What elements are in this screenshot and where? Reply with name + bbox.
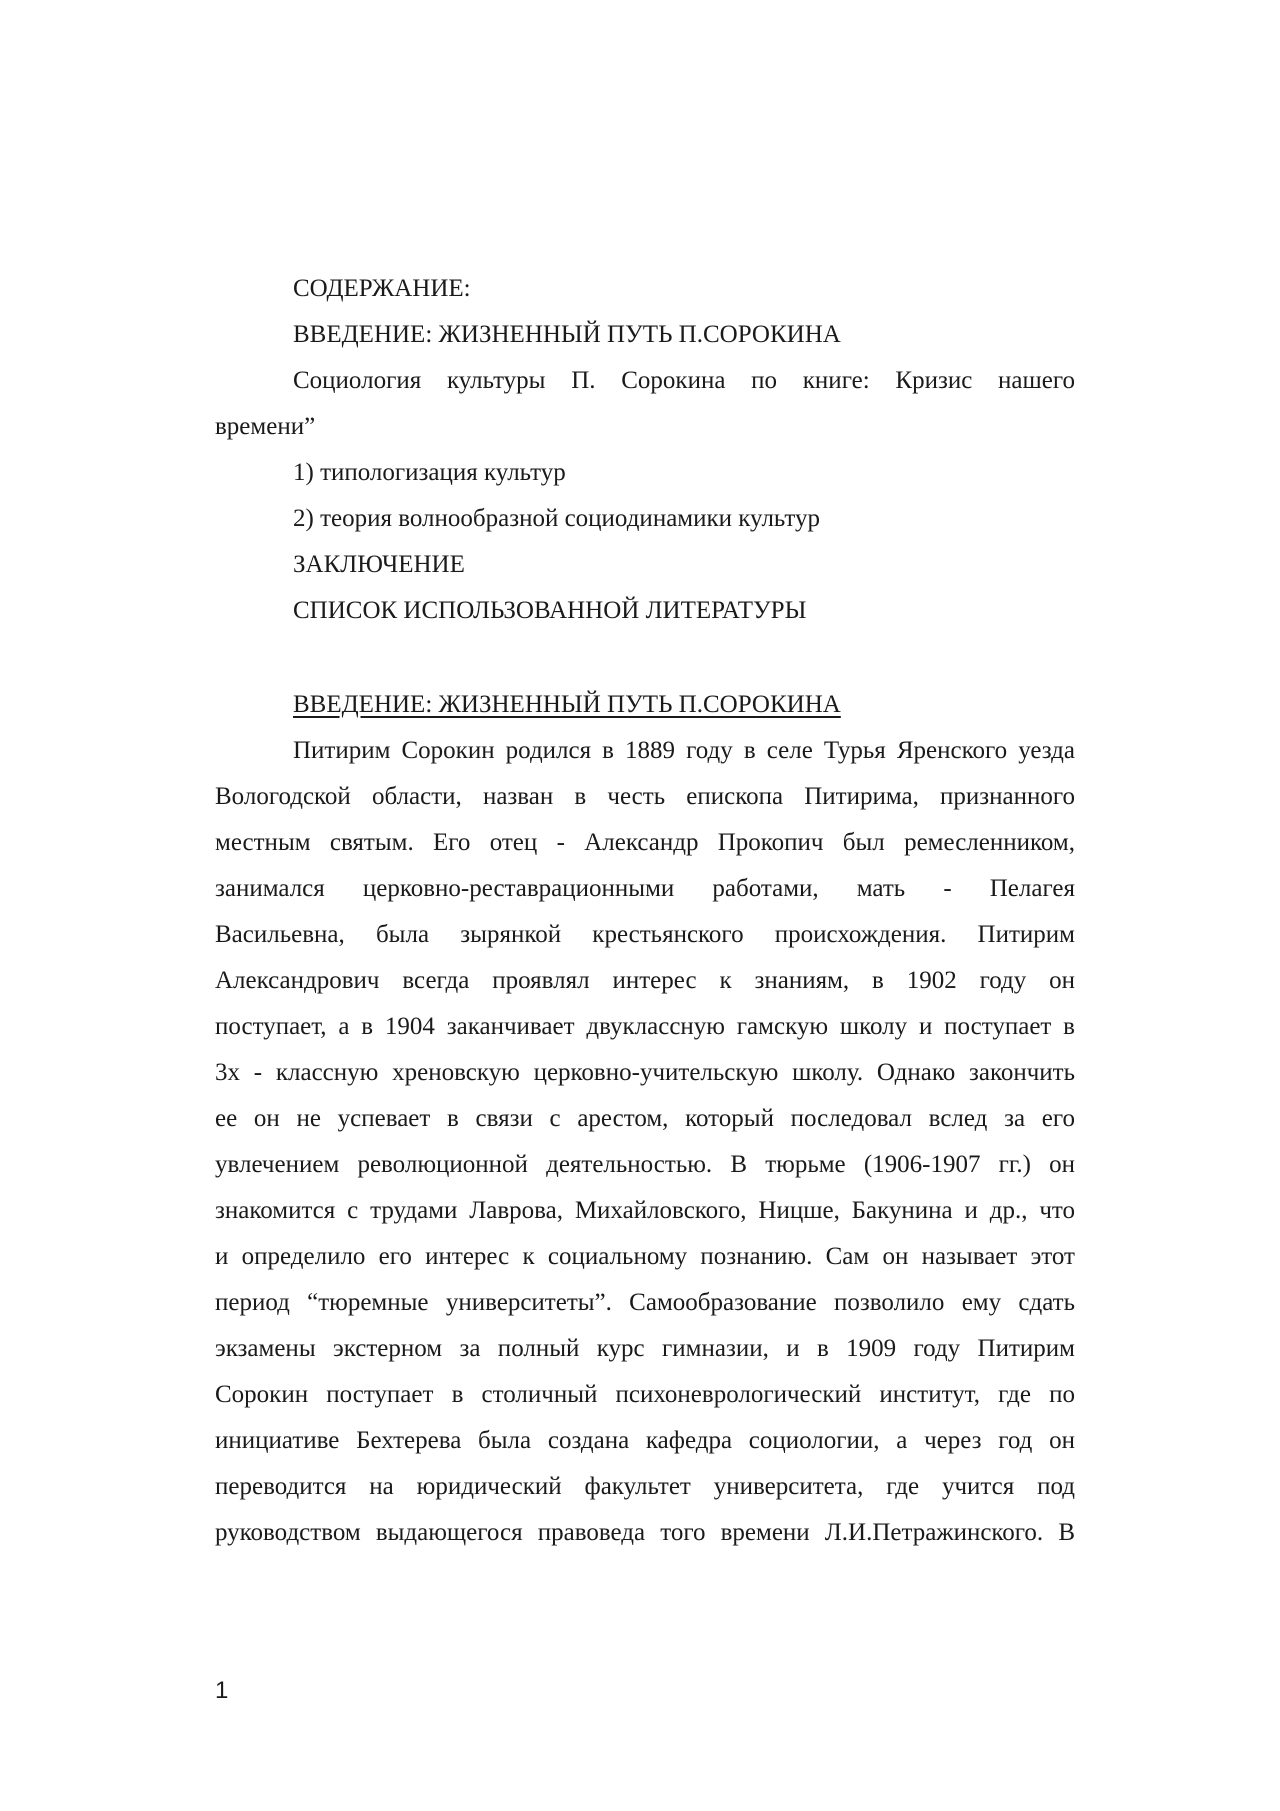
toc-item: 1) типологизация культур: [293, 459, 566, 486]
toc-item-continuation: времени”: [215, 413, 316, 440]
toc-item: ВВЕДЕНИЕ: ЖИЗНЕННЫЙ ПУТЬ П.СОРОКИНА: [293, 321, 841, 348]
section-body: [215, 728, 1075, 1556]
paragraph-line: экзамены экстерном за полный курс гимназии, и в 1909 году Питирим: [215, 1335, 1075, 1362]
paragraph-line: Вологодской области, назван в честь епископа Питирима, признанного: [215, 783, 1075, 810]
toc-item: ЗАКЛЮЧЕНИЕ: [293, 551, 465, 578]
toc-item: 2) теория волнообразной социодинамики культур: [293, 505, 820, 532]
paragraph-line: 3х - классную хреновскую церковно-учительскую школу. Однако закончить: [215, 1059, 1075, 1086]
paragraph-line: Александрович всегда проявлял интерес к знаниям, в 1902 году он: [215, 967, 1075, 994]
paragraph-line: и определило его интерес к социальному познанию. Сам он называет этот: [215, 1243, 1075, 1270]
toc-item: Социология культуры П. Сорокина по книге: Кризис нашего: [293, 367, 1075, 394]
paragraph-line: поступает, а в 1904 заканчивает двуклассную гамскую школу и поступает в: [215, 1013, 1075, 1040]
paragraph-line: инициативе Бехтерева была создана кафедра социологии, а через год он: [215, 1427, 1075, 1454]
paragraph-line: Васильевна, была зырянкой крестьянского происхождения. Питирим: [215, 921, 1075, 948]
paragraph-line: Питирим Сорокин родился в 1889 году в селе Турья Яренского уезда: [293, 737, 1075, 764]
page-number: 1: [215, 1677, 229, 1704]
section-heading: [215, 682, 1075, 728]
paragraph-line: увлечением революционной деятельностью. В тюрьме (1906-1907 гг.) он: [215, 1151, 1075, 1178]
paragraph-line: переводится на юридический факультет университета, где учится под: [215, 1473, 1075, 1500]
paragraph-line: местным святым. Его отец - Александр Прокопич был ремесленником,: [215, 829, 1075, 856]
paragraph-line: ее он не успевает в связи с арестом, который последовал вслед за его: [215, 1105, 1075, 1132]
section-heading-block: [215, 682, 1075, 728]
toc-item: СПИСОК ИСПОЛЬЗОВАННОЙ ЛИТЕРАТУРЫ: [293, 597, 807, 624]
paragraph-line: руководством выдающегося правоведа того времени Л.И.Петражинского. В: [215, 1519, 1075, 1546]
paragraph-line: период “тюремные университеты”. Самообразование позволило ему сдать: [215, 1289, 1075, 1316]
section-heading-text: ВВЕДЕНИЕ: ЖИЗНЕННЫЙ ПУТЬ П.СОРОКИНА: [293, 691, 841, 718]
paragraph-line: занимался церковно-реставрационными работами, мать - Пелагея: [215, 875, 1075, 902]
table-of-contents: [215, 266, 1075, 634]
toc-title: СОДЕРЖАНИЕ:: [293, 275, 471, 302]
paragraph-line: знакомится с трудами Лаврова, Михайловского, Ницше, Бакунина и др., что: [215, 1197, 1075, 1224]
paragraph-line: Сорокин поступает в столичный психоневрологический институт, где по: [215, 1381, 1075, 1408]
